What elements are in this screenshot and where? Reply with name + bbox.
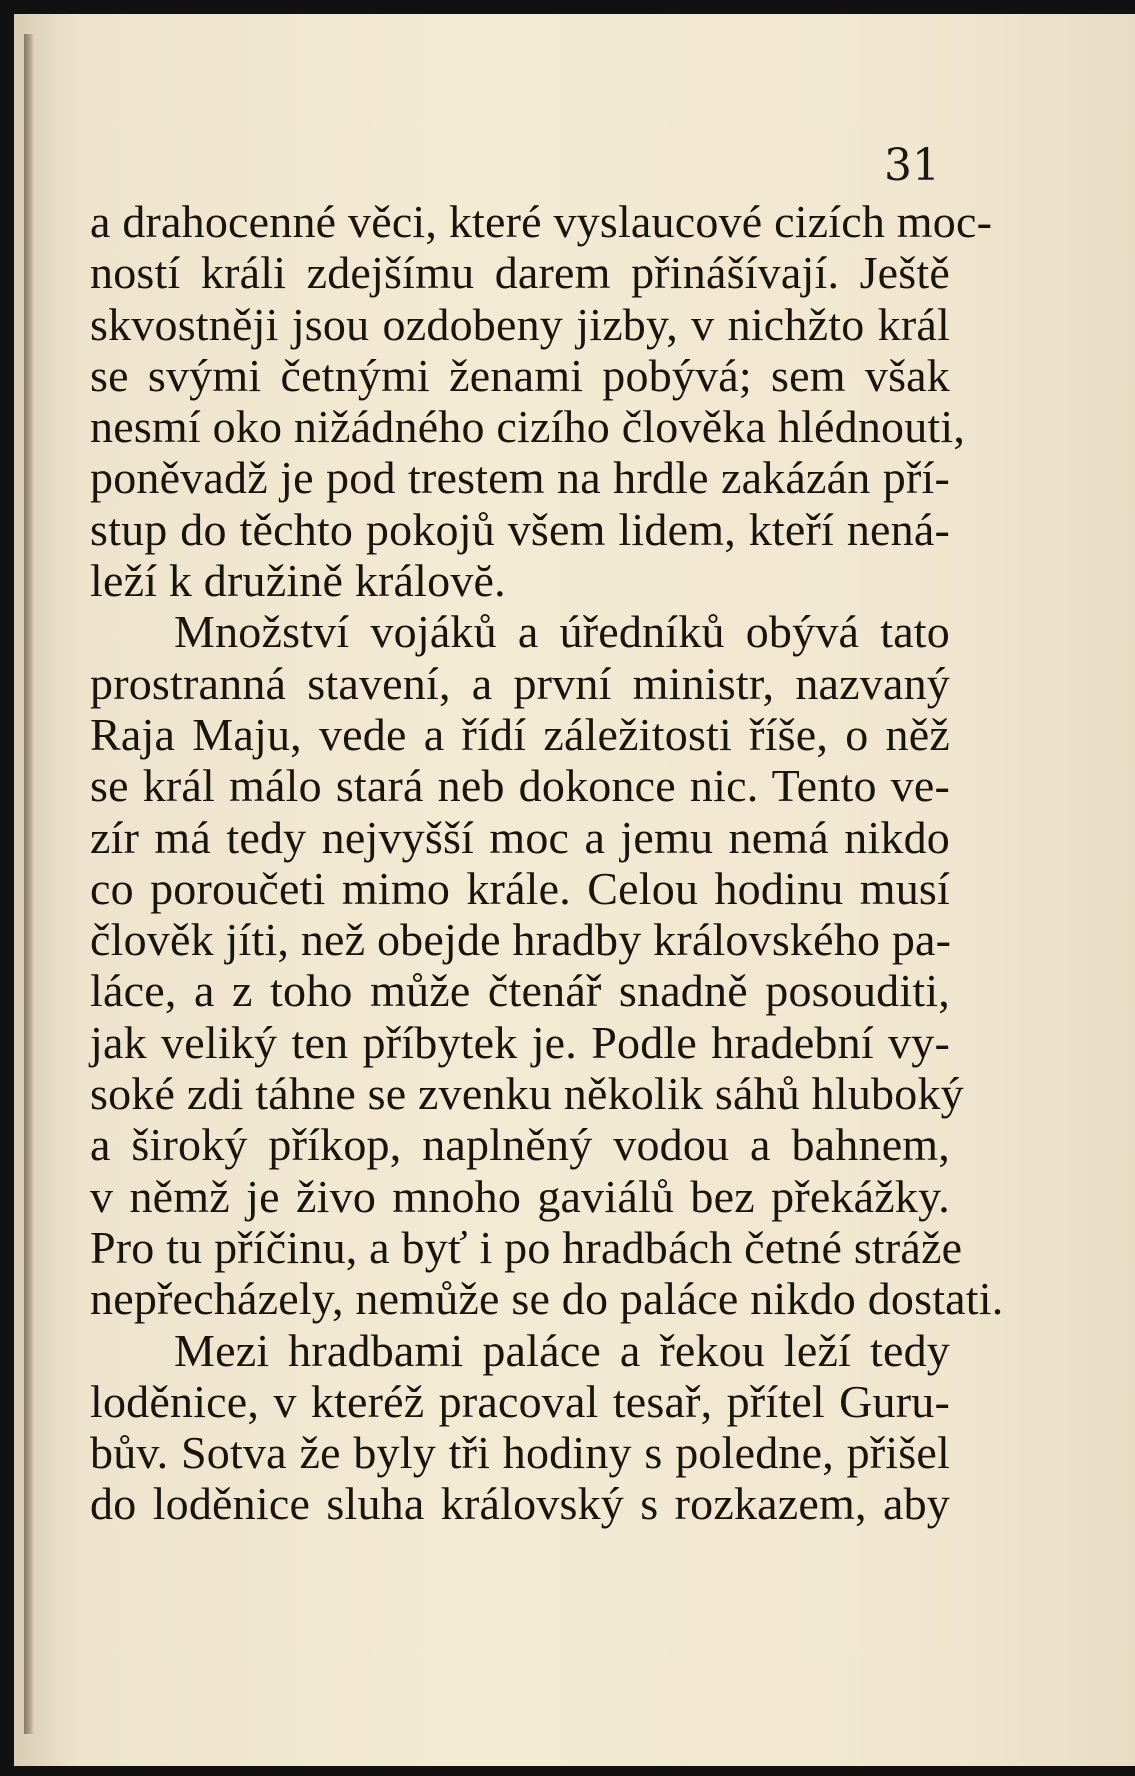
text-line: člověk jíti, než obejde hradby královského pa- [90,914,952,966]
text-line: Pro tu příčinu, a byť i po hradbách četné stráže [90,1221,963,1273]
text-line: Raja Maju, vede a řídí záležitosti říše, o něž [90,708,950,760]
text-line: se král málo stará neb dokonce nic. Tento ve- [90,760,950,812]
text-line: v němž je živo mnoho gaviálů bez překážky. [90,1170,950,1222]
paragraph-start-line: Mezi hradbami paláce a řekou leží tedy [174,1324,950,1376]
body-text [90,196,1004,1530]
binding-gutter [24,34,34,1734]
text-line: bův. Sotva že byly tři hodiny s poledne, přišel [90,1427,950,1479]
text-line: ností králi zdejšímu darem přinášívají. Ještě [90,247,950,299]
text-line: láce, a z toho může čtenář snadně posouditi, [90,965,950,1017]
text-line: loděnice, v kteréž pracoval tesař, přítel Guru- [90,1375,950,1427]
text-line: se svými četnými ženami pobývá; sem však [90,349,950,401]
text-line: nepřecházely, nemůže se do paláce nikdo dostati. [90,1273,1004,1325]
text-line: co poroučeti mimo krále. Celou hodinu musí [90,862,950,914]
text-line: do loděnice sluha královský s rozkazem, aby [90,1478,950,1530]
text-line: nesmí oko nižádného cizího člověka hlédnouti, [90,401,966,453]
text-line: prostranná stavení, a první ministr, nazvaný [90,657,950,709]
text-line: zír má tedy nejvyšší moc a jemu nemá nikdo [90,811,950,863]
text-line: poněvadž je pod trestem na hrdle zakázán pří- [90,452,950,504]
text-line: jak veliký ten příbytek je. Podle hradební vy- [90,1016,950,1068]
paragraph-start-line: Množství vojáků a úředníků obývá tato [174,606,950,658]
text-line: leží k družině královĕ. [90,555,506,607]
text-line: soké zdi táhne se zvenku několik sáhů hluboký [90,1068,964,1120]
text-line: a drahocenné věci, které vyslaucové cizích moc- [90,196,993,247]
text-line: skvostněji jsou ozdobeny jizby, v nichžto král [90,298,950,350]
text-line: a široký příkop, naplněný vodou a bahnem, [90,1119,950,1171]
page-number: 31 [884,140,940,191]
text-line: stup do těchto pokojů všem lidem, kteří nená- [90,503,950,555]
